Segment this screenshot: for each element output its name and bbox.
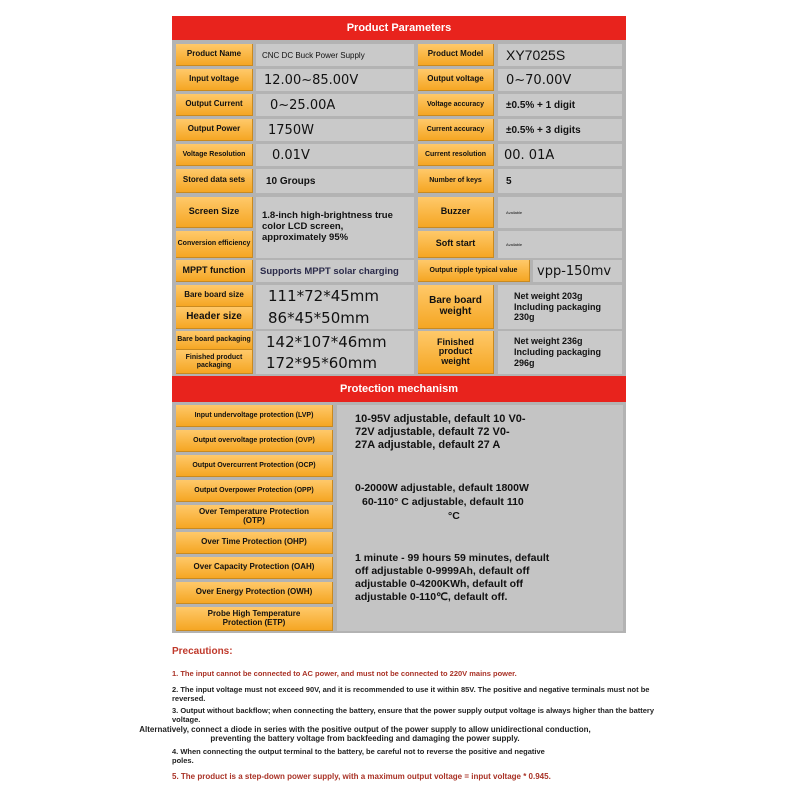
precautions-title: Precautions:	[172, 646, 233, 657]
precaution-5: 5. The product is a step-down power supply, with a maximum output voltage = input voltage * 0.945.	[172, 772, 551, 781]
current-resolution-value: 00. 01A	[498, 144, 622, 166]
product-name-value: CNC DC Buck Power Supply	[256, 44, 414, 66]
output-power-value: 1750W	[256, 119, 414, 141]
output-voltage-value: 0~70.00V	[498, 69, 622, 91]
buzzer-value: Available	[498, 197, 622, 228]
protection-label-opp: Output Overpower Protection (OPP)	[176, 480, 333, 502]
bare-board-size-value: 111*72*45mm	[256, 285, 414, 307]
protection-text-opp: 0-2000W adjustable, default 1800W	[355, 482, 529, 494]
product-name-label: Product Name	[176, 44, 253, 66]
bare-board-packaging-label: Bare board packaging	[176, 331, 253, 350]
input-voltage-label: Input voltage	[176, 69, 253, 91]
bare-board-size-label: Bare board size	[176, 285, 253, 307]
protection-text-lvp-ovp-ocp: 10-95V adjustable, default 10 V0-72V adjustable, default 72 V0-27A adjustable, default 27 A	[355, 413, 526, 451]
protection-label-otp: Over Temperature Protection (OTP)	[176, 505, 333, 529]
protection-label-owh: Over Energy Protection (OWH)	[176, 582, 333, 604]
protection-label-ohp: Over Time Protection (OHP)	[176, 532, 333, 554]
keys-value: 5	[498, 169, 622, 193]
precaution-3: 3. Output without backflow; when connecting the battery, ensure that the power supply output voltage is always higher than the battery voltage.	[172, 706, 654, 724]
product-model-value: XY7025S	[498, 44, 622, 66]
product-model-label: Product Model	[418, 44, 494, 66]
protection-text-otp-unit: °C	[448, 510, 460, 522]
buzzer-label: Buzzer	[418, 197, 494, 228]
protection-header: Protection mechanism	[172, 376, 626, 402]
current-accuracy-value: ±0.5% + 3 digits	[498, 119, 622, 141]
ripple-value: vpp-150mv	[533, 260, 622, 282]
output-power-label: Output Power	[176, 119, 253, 141]
current-accuracy-label: Current accuracy	[418, 119, 494, 141]
protection-label-etp: Probe High Temperature Protection (ETP)	[176, 607, 333, 631]
params-header: Product Parameters	[172, 16, 626, 40]
protection-text-ohp-oah-owh-etp: 1 minute - 99 hours 59 minutes, default off adjustable 0-9999Ah, default off adjustable 0-4200KWh, default off adjustable 0-110℃, default off.	[355, 552, 550, 603]
bare-board-weight-value: Net weight 203g Including packaging 230g	[498, 285, 622, 329]
keys-label: Number of keys	[418, 169, 494, 193]
header-size-value: 86*45*50mm	[256, 307, 414, 329]
voltage-resolution-label: Voltage Resolution	[176, 144, 253, 166]
mppt-value: Supports MPPT solar charging	[256, 260, 414, 282]
bare-board-packaging-value: 142*107*46mm	[256, 331, 414, 352]
finished-packaging-label: Finished product packaging	[176, 350, 253, 374]
precaution-1: 1. The input cannot be connected to AC power, and must not be connected to 220V mains power.	[172, 669, 517, 678]
screen-size-label: Screen Size	[176, 197, 253, 228]
mppt-label: MPPT function	[176, 260, 253, 282]
protection-text-otp: 60-110° C adjustable, default 110	[362, 496, 524, 508]
finished-weight-label: Finished product weight	[418, 331, 494, 374]
output-voltage-label: Output voltage	[418, 69, 494, 91]
precaution-4: 4. When connecting the output terminal to the battery, be careful not to reverse the positive and negative poles.	[172, 747, 545, 765]
input-voltage-value: 12.00~85.00V	[256, 69, 414, 91]
ripple-label: Output ripple typical value	[418, 260, 530, 282]
finished-weight-value: Net weight 236g Including packaging 296g	[498, 331, 622, 374]
output-current-value: 0~25.00A	[256, 94, 414, 116]
bare-board-weight-label: Bare board weight	[418, 285, 494, 329]
stored-data-value: 10 Groups	[256, 169, 414, 193]
current-resolution-label: Current resolution	[418, 144, 494, 166]
soft-start-value: Available	[498, 231, 622, 258]
stored-data-label: Stored data sets	[176, 169, 253, 193]
header-size-label: Header size	[176, 307, 253, 329]
voltage-accuracy-value: ±0.5% + 1 digit	[498, 94, 622, 116]
precaution-2: 2. The input voltage must not exceed 90V, and it is recommended to use it within 85V. The positive and negative terminals must not be reversed.	[172, 685, 650, 703]
finished-packaging-value: 172*95*60mm	[256, 352, 414, 374]
protection-label-ocp: Output Overcurrent Protection (OCP)	[176, 455, 333, 477]
output-current-label: Output Current	[176, 94, 253, 116]
screen-size-value: 1.8-inch high-brightness true color LCD screen, approximately 95%	[256, 197, 414, 258]
voltage-resolution-value: 0.01V	[256, 144, 414, 166]
protection-label-oah: Over Capacity Protection (OAH)	[176, 557, 333, 579]
precaution-3-note: Alternatively, connect a diode in series with the positive output of the power supply to allow unidirectional conduction, preventing the battery voltage from backfeeding and damaging the power supply.	[139, 725, 591, 743]
protection-label-ovp: Output overvoltage protection (OVP)	[176, 430, 333, 452]
soft-start-label: Soft start	[418, 231, 494, 258]
conversion-label: Conversion efficiency	[176, 231, 253, 258]
voltage-accuracy-label: Voltage accuracy	[418, 94, 494, 116]
protection-label-lvp: Input undervoltage protection (LVP)	[176, 405, 333, 427]
